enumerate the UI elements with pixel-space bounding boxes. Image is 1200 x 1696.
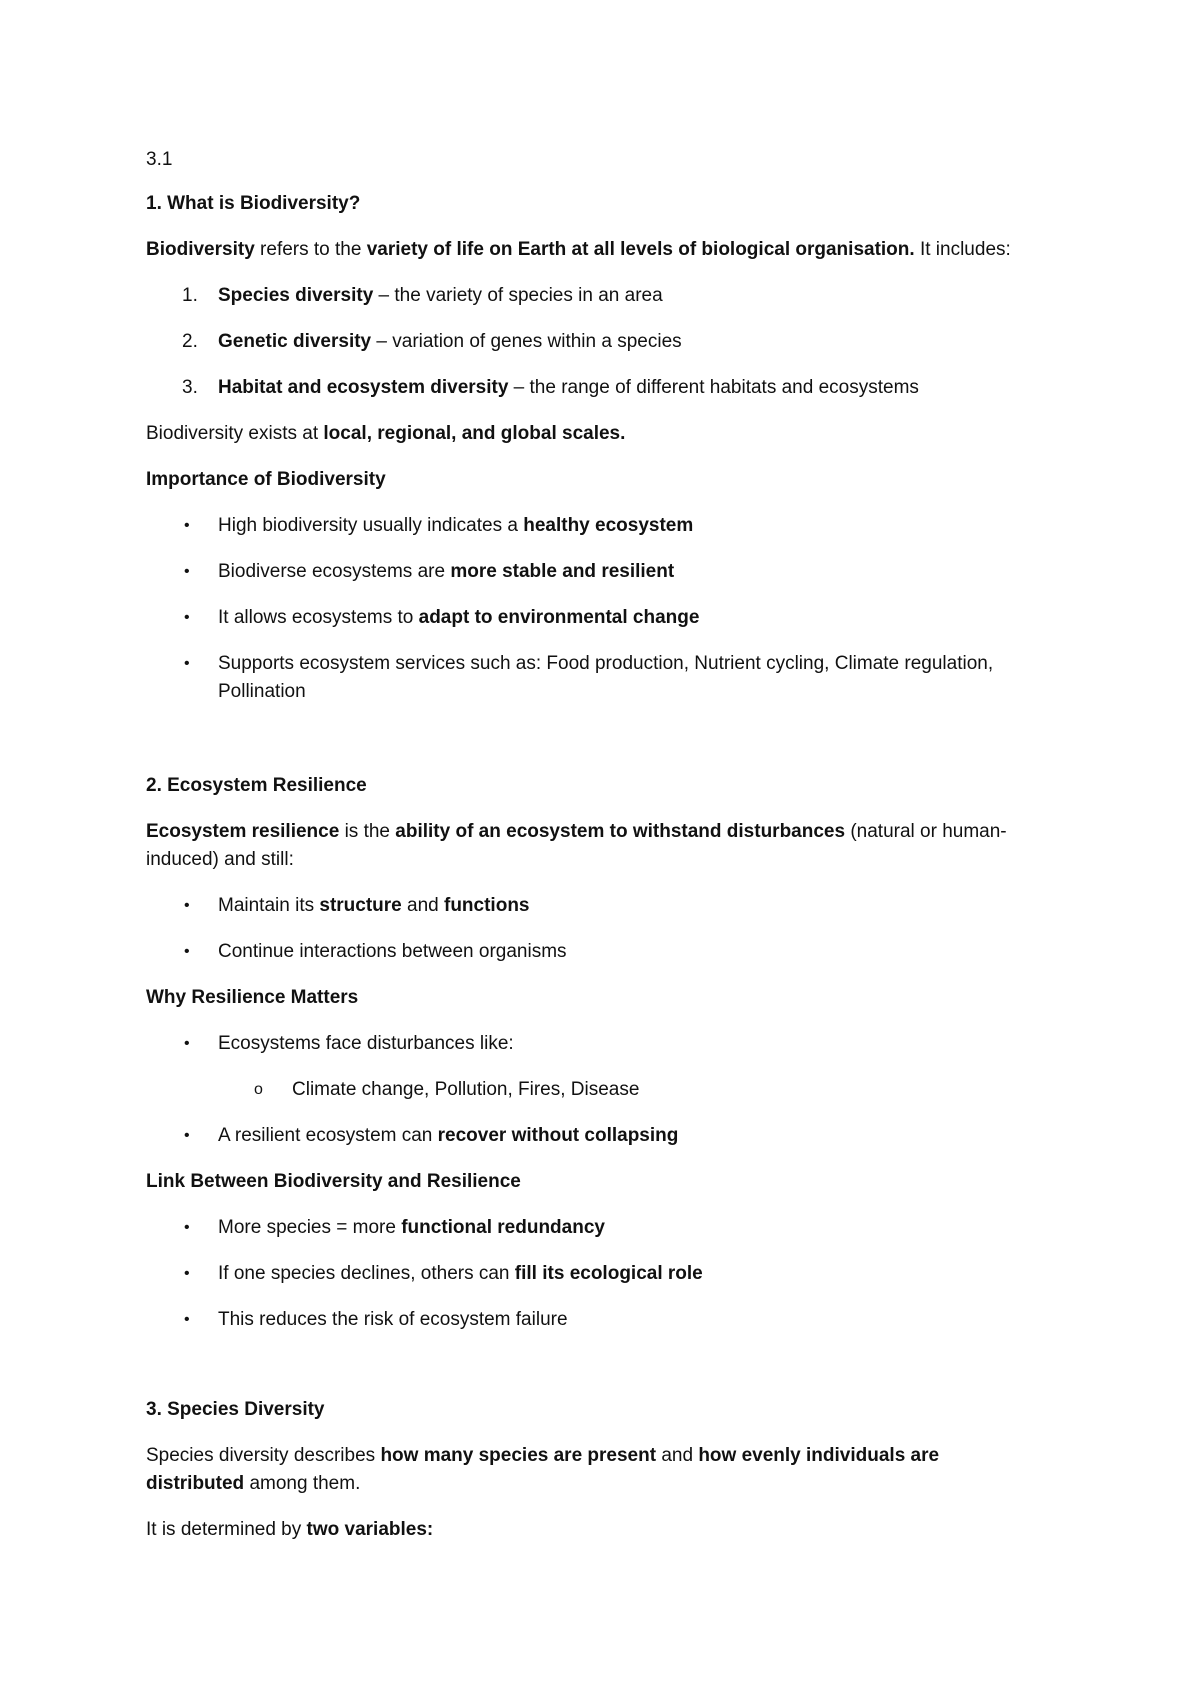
text: A resilient ecosystem can xyxy=(218,1125,438,1146)
text: It is determined by xyxy=(146,1519,307,1540)
section-2-heading: 2. Ecosystem Resilience xyxy=(146,775,367,796)
text: Climate change, Pollution, Fires, Disease xyxy=(292,1079,640,1100)
section-number: 3.1 xyxy=(146,149,173,170)
text: Continue interactions between organisms xyxy=(218,941,567,962)
emphasis: distributed xyxy=(146,1473,245,1494)
text: It includes: xyxy=(914,239,1011,260)
text: High biodiversity usually indicates a xyxy=(218,515,524,536)
emphasis: fill its ecological role xyxy=(514,1263,703,1284)
item-number: 3. xyxy=(182,377,198,398)
bullet-icon: • xyxy=(184,609,190,626)
emphasis: how many species are present xyxy=(380,1445,657,1466)
text: Species diversity describes xyxy=(146,1445,381,1466)
emphasis: functional redundancy xyxy=(401,1217,605,1238)
term: Biodiversity xyxy=(146,239,255,260)
bullet-icon: • xyxy=(184,1265,190,1282)
variables-paragraph xyxy=(146,1518,433,1542)
emphasis: functions xyxy=(444,895,530,916)
text: Maintain its xyxy=(218,895,320,916)
emphasis: adapt to environmental change xyxy=(418,607,700,628)
emphasis: more stable and resilient xyxy=(450,561,675,582)
text: Ecosystems face disturbances like: xyxy=(218,1033,514,1054)
importance-heading: Importance of Biodiversity xyxy=(146,469,386,490)
section-1-heading: 1. What is Biodiversity? xyxy=(146,193,361,214)
species-diversity-paragraph xyxy=(146,1444,939,1468)
text: More species = more xyxy=(218,1217,402,1238)
bullet-icon: • xyxy=(184,563,190,580)
emphasis: structure xyxy=(319,895,402,916)
text: Supports ecosystem services such as: Food production, Nutrient cycling, Climate regulation, xyxy=(218,653,994,674)
text: and xyxy=(401,895,444,916)
resilience-definition-line2: induced) and still: xyxy=(146,849,294,870)
link-heading: Link Between Biodiversity and Resilience xyxy=(146,1171,521,1192)
item-number: 1. xyxy=(182,285,198,306)
text: This reduces the risk of ecosystem failure xyxy=(218,1309,568,1330)
emphasis: how evenly individuals are xyxy=(698,1445,940,1466)
why-heading: Why Resilience Matters xyxy=(146,987,359,1008)
text: and xyxy=(656,1445,699,1466)
term: Ecosystem resilience xyxy=(146,821,340,842)
text: (natural or human- xyxy=(845,821,1007,842)
item-number: 2. xyxy=(182,331,198,352)
desc: – the variety of species in an area xyxy=(373,285,663,306)
species-diversity-paragraph-line2 xyxy=(146,1472,360,1496)
desc: – the range of different habitats and ecosystems xyxy=(508,377,919,398)
biodiversity-definition xyxy=(146,238,1011,262)
text: refers to the xyxy=(254,239,367,260)
text: If one species declines, others can xyxy=(218,1263,515,1284)
bullet-icon: • xyxy=(184,1311,190,1328)
text: Pollination xyxy=(218,681,306,702)
bullet-icon: • xyxy=(184,1219,190,1236)
text: It allows ecosystems to xyxy=(218,607,419,628)
emphasis: ability of an ecosystem to withstand disturbances xyxy=(395,821,846,842)
emphasis: recover without collapsing xyxy=(437,1125,679,1146)
term: Genetic diversity xyxy=(218,331,372,352)
bullet-icon: • xyxy=(184,1127,190,1144)
bullet-icon: • xyxy=(184,517,190,534)
text: Biodiversity exists at xyxy=(146,423,324,444)
scales-paragraph xyxy=(146,422,625,446)
text: Biodiverse ecosystems are xyxy=(218,561,451,582)
bullet-icon: • xyxy=(184,897,190,914)
bullet-icon: • xyxy=(184,943,190,960)
emphasis: variety of life on Earth at all levels of biological organisation. xyxy=(366,239,915,260)
emphasis: two variables: xyxy=(306,1519,434,1540)
desc: – variation of genes within a species xyxy=(371,331,682,352)
text: among them. xyxy=(244,1473,361,1494)
emphasis: local, regional, and global scales. xyxy=(323,423,626,444)
sub-bullet-icon: o xyxy=(254,1081,263,1098)
bullet-icon: • xyxy=(184,655,190,672)
term: Species diversity xyxy=(218,285,374,306)
bullet-icon: • xyxy=(184,1035,190,1052)
emphasis: healthy ecosystem xyxy=(523,515,694,536)
text: is the xyxy=(339,821,396,842)
term: Habitat and ecosystem diversity xyxy=(218,377,509,398)
resilience-definition xyxy=(146,820,1007,844)
section-3-heading: 3. Species Diversity xyxy=(146,1399,325,1420)
